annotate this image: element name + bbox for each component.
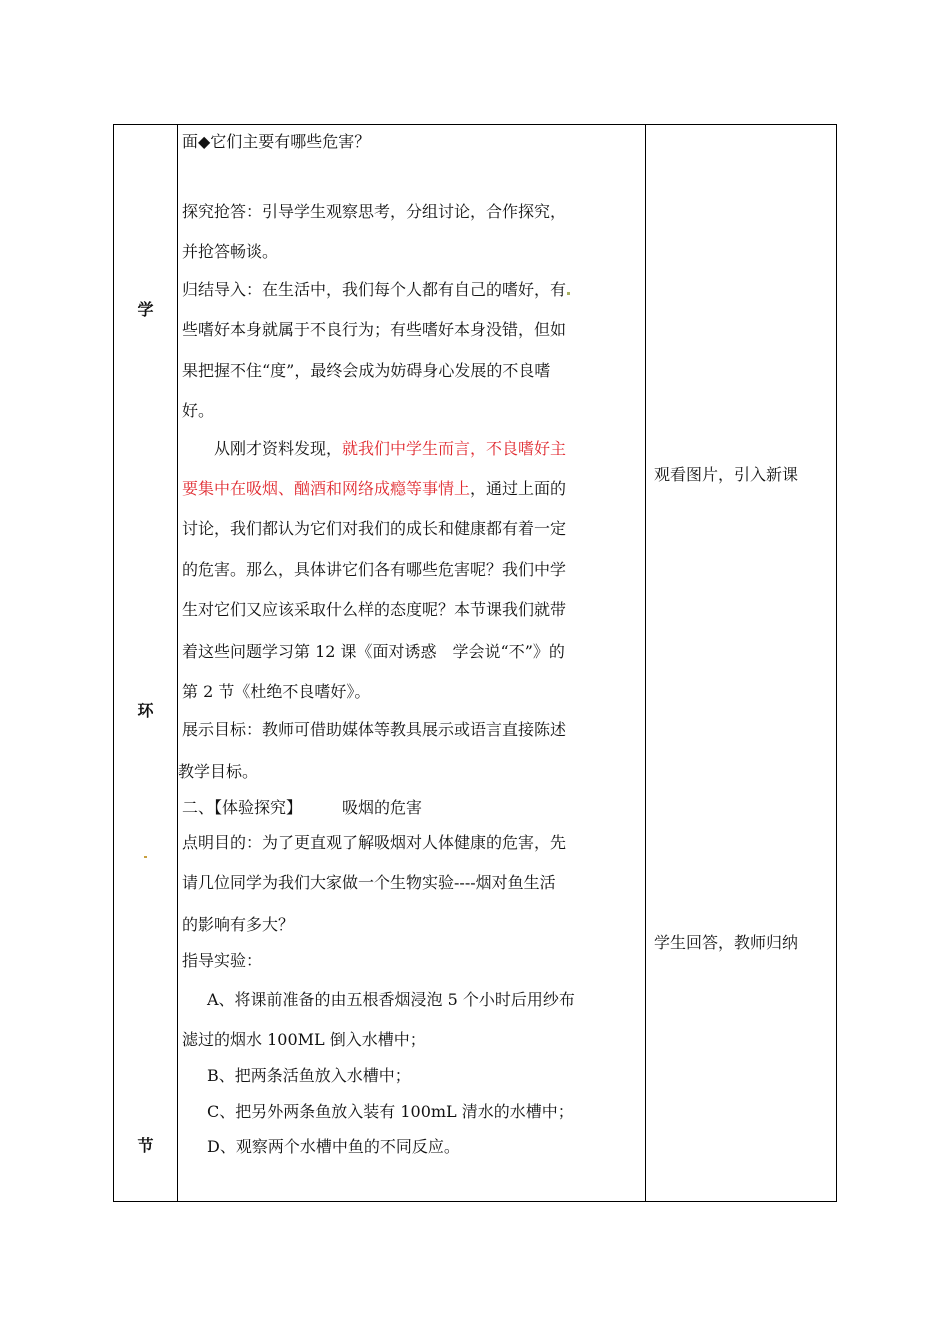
text-line bbox=[182, 277, 570, 300]
text-line: 指导实验： bbox=[182, 951, 263, 970]
stray-mark bbox=[567, 292, 570, 295]
marker-dot bbox=[144, 856, 147, 858]
text-line-content: 归结导入：在生活中，我们每个人都有自己的嗜好，有 bbox=[182, 280, 567, 299]
text-segment: 从刚才资料发现， bbox=[214, 439, 343, 458]
text-line bbox=[182, 476, 566, 499]
text-line: 探究抢答：引导学生观察思考，分组讨论，合作探究， bbox=[182, 202, 567, 221]
section-label-xue: 学 bbox=[137, 300, 154, 319]
section-label-jie: 节 bbox=[137, 1136, 154, 1155]
lesson-table bbox=[113, 124, 837, 1202]
column-divider bbox=[645, 125, 646, 1201]
text-line: 并抢答畅谈。 bbox=[182, 242, 279, 261]
text-line: 些嗜好本身就属于不良行为；有些嗜好本身没错，但如 bbox=[182, 320, 567, 339]
text-line: 滤过的烟水 100ML 倒入水槽中； bbox=[182, 1030, 426, 1049]
text-line: 生对它们又应该采取什么样的态度呢？本节课我们就带 bbox=[182, 600, 567, 619]
text-line: 讨论，我们都认为它们对我们的成长和健康都有着一定 bbox=[182, 519, 567, 538]
section-label-huan: 环 bbox=[137, 701, 154, 720]
text-line: 第 2 节《杜绝不良嗜好》。 bbox=[182, 682, 371, 701]
text-line: 果把握不住“度”，最终会成为妨碍身心发展的不良嗜 bbox=[182, 361, 551, 380]
column-divider bbox=[177, 125, 178, 1201]
text-line: 点明目的：为了更直观了解吸烟对人体健康的危害，先 bbox=[182, 833, 567, 852]
text-line: 展示目标：教师可借助媒体等教具展示或语言直接陈述 bbox=[182, 720, 567, 739]
text-line: 二、【体验探究】 吸烟的危害 bbox=[182, 798, 423, 817]
text-line: 的危害。那么，具体讲它们各有哪些危害呢？我们中学 bbox=[182, 560, 567, 579]
text-line: 教学目标。 bbox=[178, 762, 259, 781]
text-line: C、把另外两条鱼放入装有 100mL 清水的水槽中； bbox=[207, 1102, 574, 1121]
text-line: A、将课前准备的由五根香烟浸泡 5 个小时后用纱布 bbox=[207, 990, 575, 1009]
activity-note: 观看图片，引入新课 bbox=[654, 465, 799, 484]
highlighted-text: 就我们中学生而言，不良嗜好主 bbox=[342, 439, 567, 458]
text-line: 面◆它们主要有哪些危害？ bbox=[182, 132, 371, 151]
text-segment: ，通过上面的 bbox=[470, 479, 567, 498]
text-line: B、把两条活鱼放入水槽中； bbox=[207, 1066, 411, 1085]
text-line: 好。 bbox=[182, 401, 215, 420]
highlighted-text: 要集中在吸烟、酗酒和网络成瘾等事情上 bbox=[182, 479, 471, 498]
text-line: D、观察两个水槽中鱼的不同反应。 bbox=[207, 1137, 460, 1156]
text-line: 的影响有多大？ bbox=[182, 915, 295, 934]
activity-note: 学生回答，教师归纳 bbox=[654, 933, 799, 952]
text-line: 请几位同学为我们大家做一个生物实验----烟对鱼生活 bbox=[182, 873, 556, 892]
text-line: 着这些问题学习第 12 课《面对诱惑 学会说“不”》的 bbox=[182, 642, 565, 661]
text-line bbox=[214, 436, 566, 459]
